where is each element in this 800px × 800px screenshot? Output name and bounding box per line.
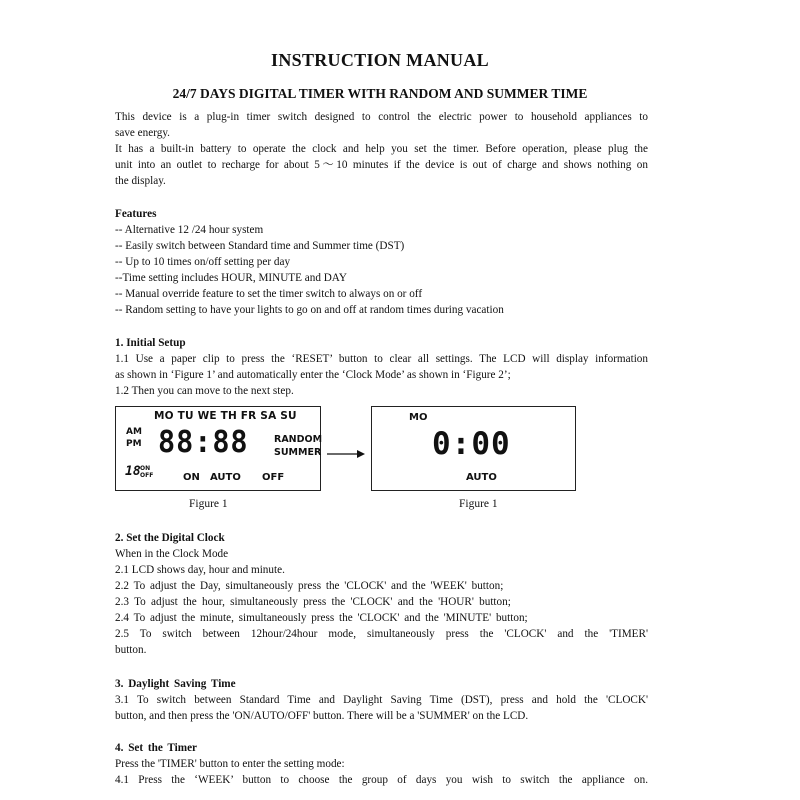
figure-2-caption: Figure 1	[459, 498, 498, 510]
figure-1-lcd	[115, 406, 321, 491]
setup-line: as shown in ‘Figure 1’ and automatically enter the ‘Clock Mode’ as shown in ‘Figure 2’;	[115, 369, 511, 381]
lcd-auto: AUTO	[210, 472, 241, 483]
lcd2-day: MO	[409, 412, 428, 423]
clock-line: When in the Clock Mode	[115, 548, 229, 560]
timer-line: 4.1 Press the ‘WEEK’ button to choose the group of days you wish to switch the appliance on.	[115, 774, 648, 786]
lcd-random: RANDOM	[274, 434, 323, 445]
lcd-program-on: ON	[140, 465, 151, 472]
clock-line: 2.2 To adjust the Day, simultaneously press the 'CLOCK' and the 'WEEK' button;	[115, 580, 504, 592]
figure-1-caption: Figure 1	[189, 498, 228, 510]
clock-heading: 2. Set the Digital Clock	[115, 532, 225, 544]
dst-line: button, and then press the 'ON/AUTO/OFF' button. There will be a 'SUMMER' on the LCD.	[115, 710, 529, 722]
dst-line: 3.1 To switch between Standard Time and Daylight Saving Time (DST), press and hold the 'CLOCK'	[115, 694, 648, 706]
feature-item: -- Random setting to have your lights to go on and off at random times during vacation	[115, 304, 504, 316]
timer-line: Press the 'TIMER' button to enter the setting mode:	[115, 758, 345, 770]
manual-subtitle: 24/7 DAYS DIGITAL TIMER WITH RANDOM AND SUMMER TIME	[172, 86, 588, 101]
lcd-summer: SUMMER	[274, 447, 322, 458]
clock-line: 2.1 LCD shows day, hour and minute.	[115, 564, 285, 576]
clock-line: 2.4 To adjust the minute, simultaneously press the 'CLOCK' and the 'MINUTE' button;	[115, 612, 528, 624]
manual-title: INSTRUCTION MANUAL	[271, 50, 489, 70]
features-heading: Features	[115, 208, 157, 220]
feature-item: -- Alternative 12 /24 hour system	[115, 224, 264, 236]
figure-2-lcd	[371, 406, 576, 491]
intro-line-5: the display.	[115, 175, 166, 187]
intro-line-3: It has a built-in battery to operate the clock and help you set the timer. Before operation, please plug the	[115, 143, 648, 155]
lcd-days: MO TU WE TH FR SA SU	[154, 410, 297, 422]
intro-line-1: This device is a plug-in timer switch designed to control the electric power to household appliances to	[115, 111, 648, 123]
setup-line: 1.1 Use a paper clip to press the ‘RESET’ button to clear all settings. The LCD will display information	[115, 353, 648, 365]
lcd-pm: PM	[126, 439, 142, 449]
clock-line: button.	[115, 644, 147, 656]
lcd2-mode: AUTO	[466, 472, 497, 483]
clock-line: 2.3 To adjust the hour, simultaneously press the 'CLOCK' and the 'HOUR' button;	[115, 596, 511, 608]
feature-item: -- Manual override feature to set the timer switch to always on or off	[115, 288, 423, 300]
clock-line: 2.5 To switch between 12hour/24hour mode, simultaneously press the 'CLOCK' and the 'TIMER'	[115, 628, 648, 640]
setup-heading: 1. Initial Setup	[115, 337, 186, 349]
arrow-right-icon	[326, 448, 366, 460]
timer-heading: 4. Set the Timer	[115, 742, 198, 754]
intro-line-2: save energy.	[115, 127, 170, 139]
dst-heading: 3. Daylight Saving Time	[115, 678, 236, 690]
lcd-program-off: OFF	[140, 472, 154, 479]
lcd-program-number: 18	[125, 464, 141, 479]
lcd-am: AM	[126, 427, 142, 437]
intro-line-4: unit into an outlet to recharge for about 5～10 minutes if the device is out of charge and shows nothing on	[115, 159, 648, 171]
lcd-off: OFF	[262, 472, 285, 483]
lcd-on: ON	[183, 472, 200, 483]
feature-item: -- Up to 10 times on/off setting per day	[115, 256, 291, 268]
setup-line: 1.2 Then you can move to the next step.	[115, 385, 294, 397]
lcd-digits: 88:88	[158, 425, 249, 460]
feature-item: -- Easily switch between Standard time and Summer time (DST)	[115, 240, 405, 252]
lcd2-time: 0:00	[432, 426, 511, 462]
feature-item: --Time setting includes HOUR, MINUTE and DAY	[115, 272, 347, 284]
